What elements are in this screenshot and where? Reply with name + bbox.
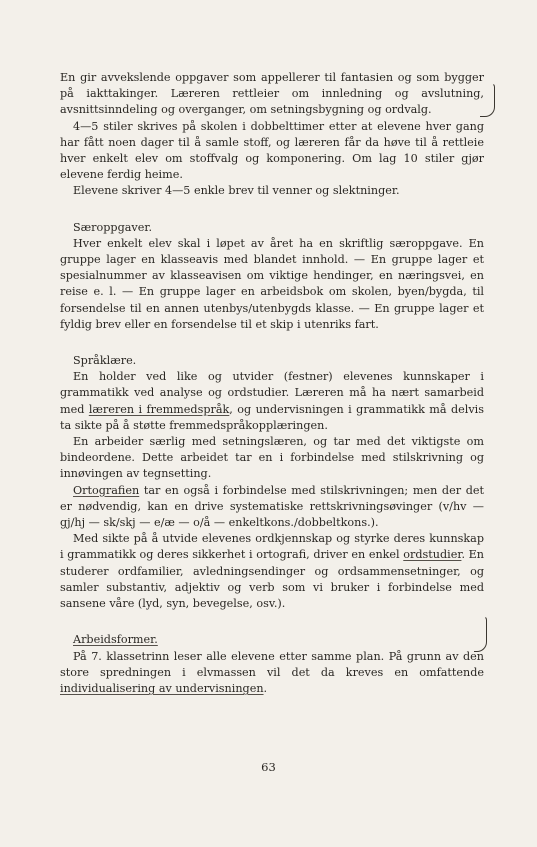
heading-saeroppgaver: Særoppgaver. [73, 220, 153, 234]
margin-bracket-mark [480, 83, 495, 117]
paragraph-essay-count: 4—5 stiler skrives på skolen i dobbelttimer etter at elevene hver gang har fått noen dager til å samle stoff, og læreren får da høve til å rettleie hver enkelt elev om stoffvalg og komponering. Om lag 10 stiler gjør elevene ferdig heime. [60, 119, 484, 182]
margin-bracket-mark [474, 616, 487, 652]
heading-arbeidsformer: Arbeidsformer. [73, 633, 158, 647]
paragraph-letters: Elevene skriver 4—5 enkle brev til venner og slektninger. [73, 184, 400, 198]
paragraph-saeroppgaver: Hver enkelt elev skal i løpet av året ha en skriftlig særoppgave. En gruppe lager en klasseavis med blandet innhold. — En gruppe lager et spesialnummer av klasseavisen om viktige hendinger, en næringsvei, en reise e. l. — En gruppe lager en arbeidsbok om skolen, byen/bygda, til forsendelse til en annen utenbys/utenbygds klasse. — En gruppe lager et fyldig brev eller en forsendelse til et skip i utenriks fart. [60, 236, 484, 331]
underlined-phrase: individualisering av undervisningen [60, 681, 264, 695]
underlined-phrase: ordstudier [403, 548, 462, 562]
paragraph-word-studies: Med sikte på å utvide elevenes ordkjennskap og styrke deres kunnskap i grammatikk og deres sikkerhet i ortografi, driver en enkel ordstudier. En studerer ordfamilier, avledningsendinger og ordsammensetninger, og samler substantiv, adjektiv og verb som vi bruker i forbindelse med sansene våre (lyd, syn, bevegelse, osv.). [60, 532, 484, 611]
paragraph-grammar: En holder ved like og utvider (festner) elevenes kunnskaper i grammatikk ved analyse og ordstudier. Læreren må ha nært samarbeid med læreren i fremmedspråk, og undervisningen i grammatikk må delvis ta sikte på å støtte fremmedspråkopplæringen. [60, 370, 484, 432]
paragraph-fantasy-tasks: En gir avvekslende oppgaver som appellerer til fantasien og som bygger på iakttakinger. Læreren rettleier om innledning og avslutning, avsnittsinndeling og overganger, om setningsbygning og ordvalg. [60, 71, 484, 117]
underlined-phrase: Ortografien [73, 483, 140, 497]
paragraph-arbeidsformer: På 7. klassetrinn leser alle elevene etter samme plan. På grunn av den store spredningen i elvmassen vil det da kreves en omfattende individualisering av undervisningen. [60, 649, 484, 695]
underlined-phrase: læreren i fremmedspråk [88, 402, 230, 416]
text-body [60, 70, 484, 697]
paragraph-orthography: Ortografien tar en også i forbindelse med stilskrivningen; men der det er nødvendig, kan en drive systematiske rettskrivningsøvinger (v/hv — gj/hj — sk/skj — e/æ — o/å — enkeltkons./dobbeltkons.). [60, 483, 484, 530]
heading-spraklaere: Språklære. [73, 354, 137, 368]
page-number: 63 [261, 760, 276, 774]
paragraph-syntax: En arbeider særlig med setningslæren, og tar med det viktigste om bindeordene. Dette arbeidet tar en i forbindelse med stilskrivning og innøvingen av tegnsetting. [60, 435, 484, 481]
